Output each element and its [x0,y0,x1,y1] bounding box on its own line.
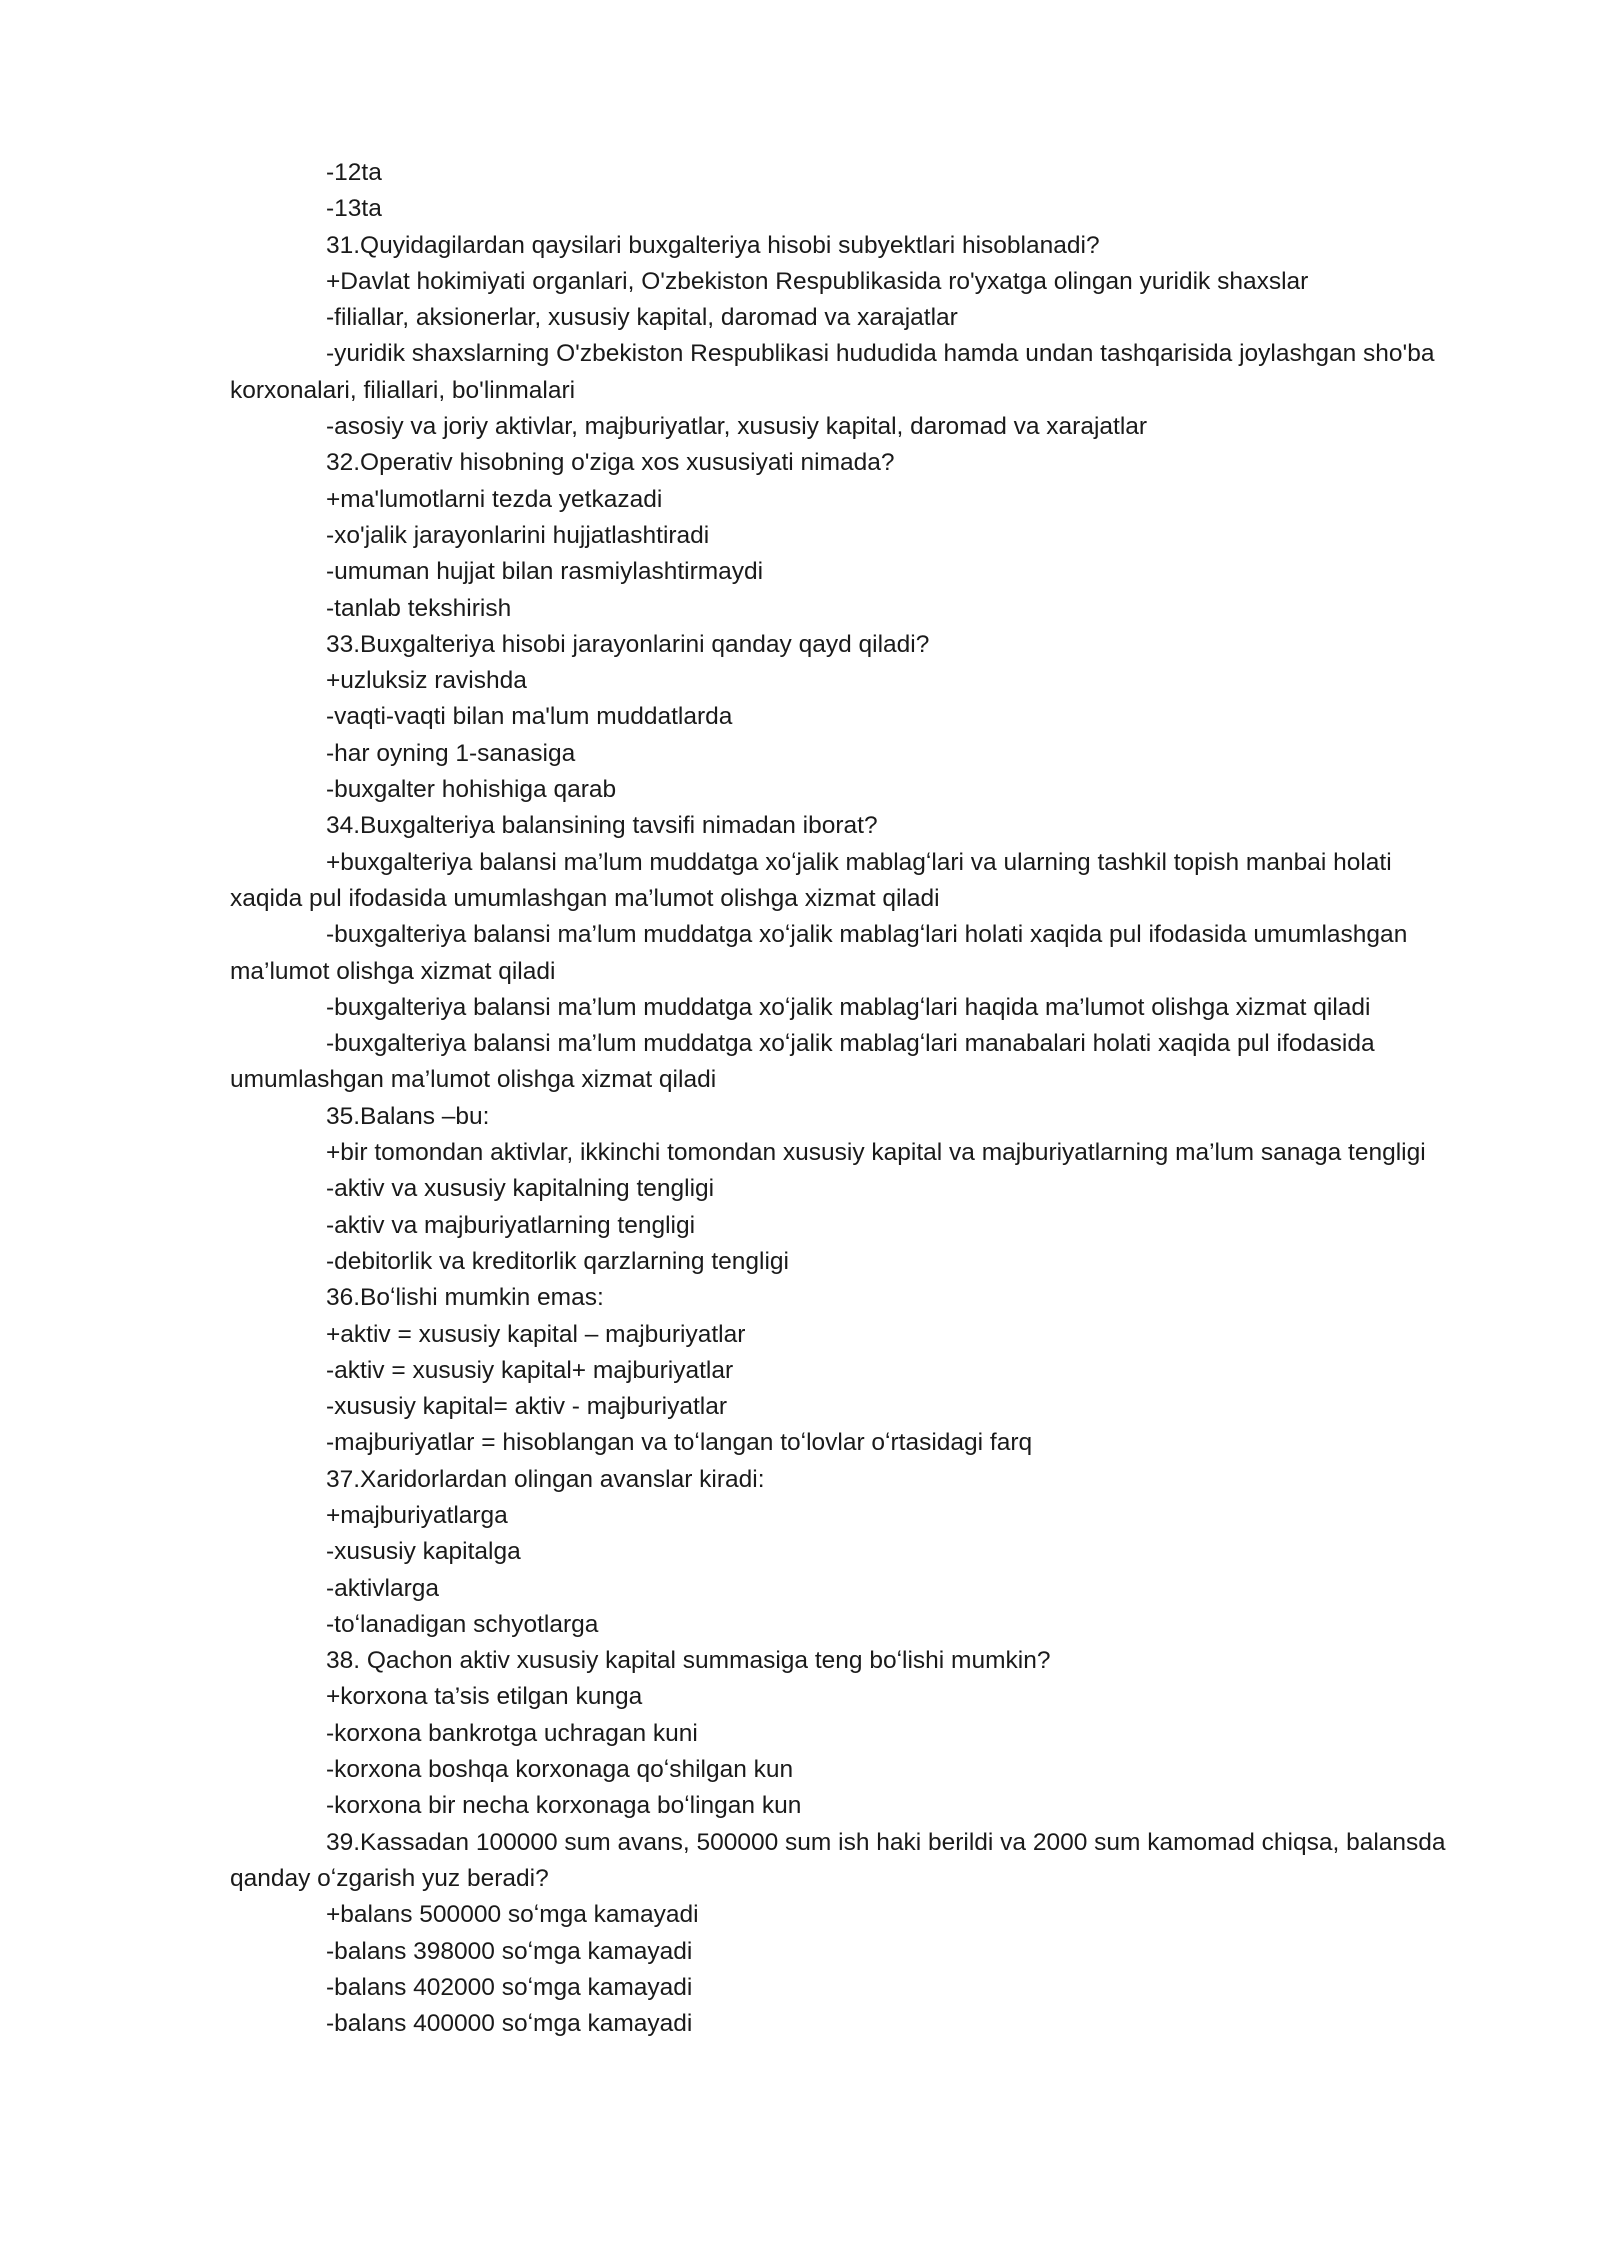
question-line: 32.Operativ hisobning o'ziga xos xususiyati nimada? [326,449,895,477]
answer-line: -asosiy va joriy aktivlar, majburiyatlar, xususiy kapital, daromad va xarajatlar [326,413,1148,441]
answer-line: -majburiyatlar = hisoblangan va toʻlangan toʻlovlar oʻrtasidagi farq [326,1429,1033,1457]
answer-line: -xo'jalik jarayonlarini hujjatlashtiradi [326,521,710,549]
answer-line: -korxona boshqa korxonaga qoʻshilgan kun [326,1756,794,1784]
answer-line: -har oyning 1-sanasiga [326,739,576,767]
answer-line: -13ta [326,195,382,223]
correct-answer-line: +ma'lumotlarni tezda yetkazadi [326,485,663,513]
answer-line: -balans 398000 soʻmga kamayadi [326,1937,693,1965]
answer-line: -xususiy kapitalga [326,1538,521,1566]
answer-line: -tanlab tekshirish [326,594,512,622]
answer-line: -buxgalteriya balansi ma’lum muddatga xoʻjalik mablagʻlari haqida ma’lumot olishga xizmat qiladi [326,993,1371,1021]
answer-line: -korxona bir necha korxonaga boʻlingan kun [326,1792,802,1820]
answer-line: -korxona bankrotga uchragan kuni [326,1719,698,1747]
question-line: 37.Xaridorlardan olingan avanslar kiradi: [326,1465,765,1493]
answer-line: -umuman hujjat bilan rasmiylashtirmaydi [326,558,764,586]
question-line: 38. Qachon aktiv xususiy kapital summasiga teng boʻlishi mumkin? [326,1647,1051,1675]
answer-line: -toʻlanadigan schyotlarga [326,1610,599,1638]
question-line: 39.Kassadan 100000 sum avans, 500000 sum ish haki berildi va 2000 sum kamomad chiqsa, balansda qanday oʻzgarish yuz beradi? [230,1828,1446,1892]
question-line: 31.Quyidagilardan qaysilari buxgalteriya hisobi subyektlari hisoblanadi? [326,231,1100,259]
answer-line: -debitorlik va kreditorlik qarzlarning tengligi [326,1247,789,1275]
question-line: 34.Buxgalteriya balansining tavsifi nimadan iborat? [326,812,878,840]
correct-answer-line: +uzluksiz ravishda [326,667,527,695]
correct-answer-line: +bir tomondan aktivlar, ikkinchi tomondan xususiy kapital va majburiyatlarning ma’lum sanaga tengligi [326,1139,1426,1167]
document-body [230,155,1470,2042]
question-line: 35.Balans –bu: [326,1102,490,1130]
correct-answer-line: +balans 500000 soʻmga kamayadi [326,1901,699,1929]
answer-line: -balans 402000 soʻmga kamayadi [326,1973,693,2001]
answer-line: -aktiv va majburiyatlarning tengligi [326,1211,696,1239]
answer-line: -vaqti-vaqti bilan ma'lum muddatlarda [326,703,733,731]
answer-line: -filiallar, aksionerlar, xususiy kapital, daromad va xarajatlar [326,304,958,332]
answer-line: -12ta [326,159,382,186]
answer-line: -aktivlarga [326,1574,440,1602]
answer-line: -buxgalteriya balansi ma’lum muddatga xoʻjalik mablagʻlari manabalari holati xaqida pul ifodasida umumlashgan ma’lumot olishga xizmat qiladi [230,1030,1375,1094]
question-line: 33.Buxgalteriya hisobi jarayonlarini qanday qayd qiladi? [326,630,930,658]
correct-answer-line: +korxona ta’sis etilgan kunga [326,1683,643,1711]
correct-answer-line: +buxgalteriya balansi ma’lum muddatga xoʻjalik mablagʻlari va ularning tashkil topish manbai holati xaqida pul ifodasida umumlashgan ma’lumot olishga xizmat qiladi [230,848,1392,912]
answer-line: -buxgalteriya balansi ma’lum muddatga xoʻjalik mablagʻlari holati xaqida pul ifodasida umumlashgan ma’lumot olishga xizmat qiladi [230,921,1408,985]
correct-answer-line: +majburiyatlarga [326,1501,508,1529]
question-line: 36.Boʻlishi mumkin emas: [326,1284,604,1312]
answer-line: -xususiy kapital= aktiv - majburiyatlar [326,1393,727,1421]
correct-answer-line: +Davlat hokimiyati organlari, O'zbekiston Respublikasida ro'yxatga olingan yuridik shaxslar [326,267,1309,295]
answer-line: -aktiv va xususiy kapitalning tengligi [326,1175,715,1203]
answer-line: -balans 400000 soʻmga kamayadi [326,2010,693,2038]
answer-line: -yuridik shaxslarning O'zbekiston Respublikasi hududida hamda undan tashqarisida joylashgan sho'ba korxonalari, filiallari, bo'linmalari [230,340,1435,404]
answer-line: -aktiv = xususiy kapital+ majburiyatlar [326,1356,734,1384]
answer-line: -buxgalter hohishiga qarab [326,776,617,804]
correct-answer-line: +aktiv = xususiy kapital – majburiyatlar [326,1320,746,1348]
